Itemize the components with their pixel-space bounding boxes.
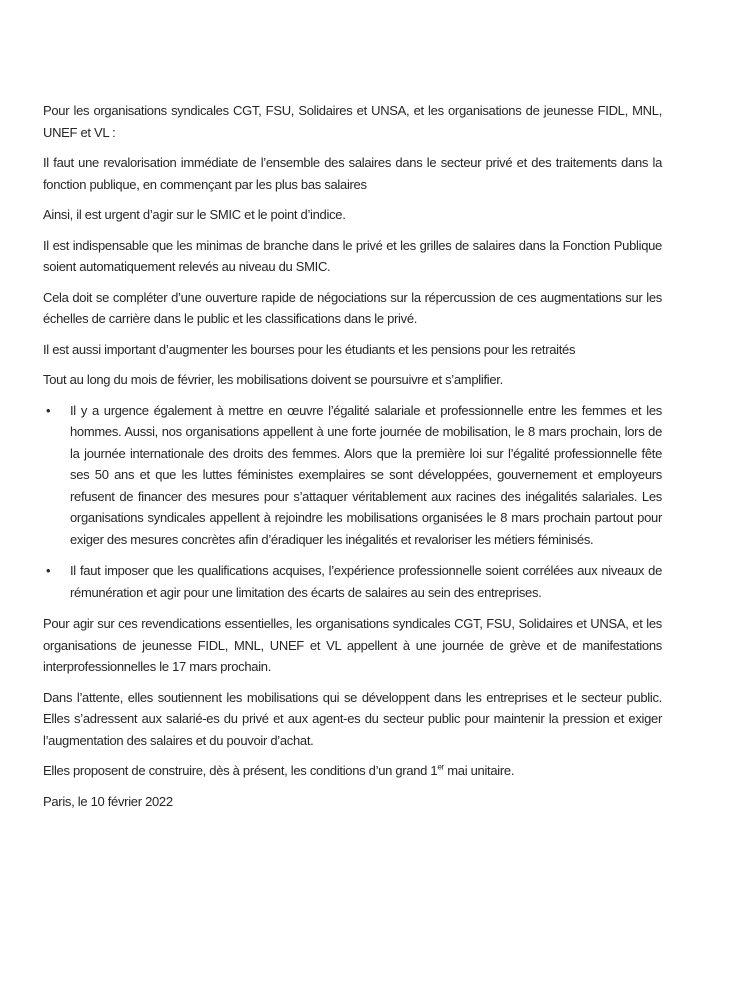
bullet-list bbox=[43, 400, 662, 604]
paragraph-smic-point-indice: Ainsi, il est urgent d’agir sur le SMIC et le point d’indice. bbox=[43, 207, 346, 222]
bullet-item-text: Il faut imposer que les qualifications acquises, l’expérience professionnelle soient corrélées aux niveaux de rémunération et agir pour une limitation des écarts de salaires au sein des entreprises. bbox=[70, 563, 662, 600]
paragraph-dans-lattente: Dans l’attente, elles soutiennent les mobilisations qui se développent dans les entreprises et le secteur public. Elles s’adressent aux salarié-es du privé et aux agent-es du secteur public pour maintenir la pression et exiger l’augmentation des salaires et du pouvoir d’achat. bbox=[43, 689, 662, 748]
closing-text-after: mai unitaire. bbox=[443, 763, 515, 778]
paragraph-greve-17-mars: Pour agir sur ces revendications essentielles, les organisations syndicales CGT, FSU, Solidaires et UNSA, et les organisations de jeunesse FIDL, MNL, UNEF et VL appellent à une journée de grève et de manifestations interprofessionnelles le 17 mars prochain. bbox=[43, 616, 662, 674]
paragraph-date-place: Paris, le 10 février 2022 bbox=[43, 793, 173, 809]
bullet-icon: • bbox=[46, 563, 51, 578]
paragraph-premier-mai bbox=[43, 760, 662, 782]
closing-text-before: Elles proposent de construire, dès à présent, les conditions d’un grand 1 bbox=[43, 763, 438, 778]
bullet-item-egalite-salariale bbox=[43, 400, 662, 551]
bullet-item-qualifications bbox=[43, 560, 662, 603]
paragraph-bourses-pensions: Il est aussi important d’augmenter les bourses pour les étudiants et les pensions pour les retraités bbox=[43, 341, 576, 357]
paragraph-mobilisations-fevrier: Tout au long du mois de février, les mobilisations doivent se poursuivre et s’amplifier. bbox=[43, 372, 503, 387]
bullet-icon: • bbox=[46, 402, 51, 418]
bullet-item-text: Il y a urgence également à mettre en œuvre l’égalité salariale et professionnelle entre les femmes et les hommes. Aussi, nos organisations appellent à une forte journée de mobilisation, le 8 mars prochain, lors de la journée internationale des droits des femmes. Alors que la première loi sur l’égalité professionnelle fête ses 50 ans et que les luttes féministes exemplaires se sont développées, gouvernement et employeurs refusent de financer des mesures pour s’attaquer véritablement aux racines des inégalités salariales. Les organisations syndicales appellent à rejoindre les mobilisations organisées le 8 mars prochain partout pour exiger des mesures concrètes afin d’éradiquer les inégalités et revaloriser les métiers féminisés. bbox=[70, 402, 662, 547]
paragraph-negociations-repercussion: Cela doit se compléter d’une ouverture rapide de négociations sur la répercussion de ces augmentations sur les échelles de carrière dans le public et les classifications dans le privé. bbox=[43, 289, 662, 326]
paragraph-minimas-branche: Il est indispensable que les minimas de branche dans le privé et les grilles de salaires dans la Fonction Publique soient automatiquement relevés au niveau du SMIC. bbox=[43, 237, 662, 274]
paragraph-revalorisation-salaires: Il faut une revalorisation immédiate de l’ensemble des salaires dans le secteur privé et des traitements dans la fonction publique, en commençant par les plus bas salaires bbox=[43, 155, 662, 192]
ordinal-superscript: er bbox=[437, 762, 444, 772]
paragraph-intro: Pour les organisations syndicales CGT, FSU, Solidaires et UNSA, et les organisations de jeunesse FIDL, MNL, UNEF et VL : bbox=[43, 103, 662, 140]
